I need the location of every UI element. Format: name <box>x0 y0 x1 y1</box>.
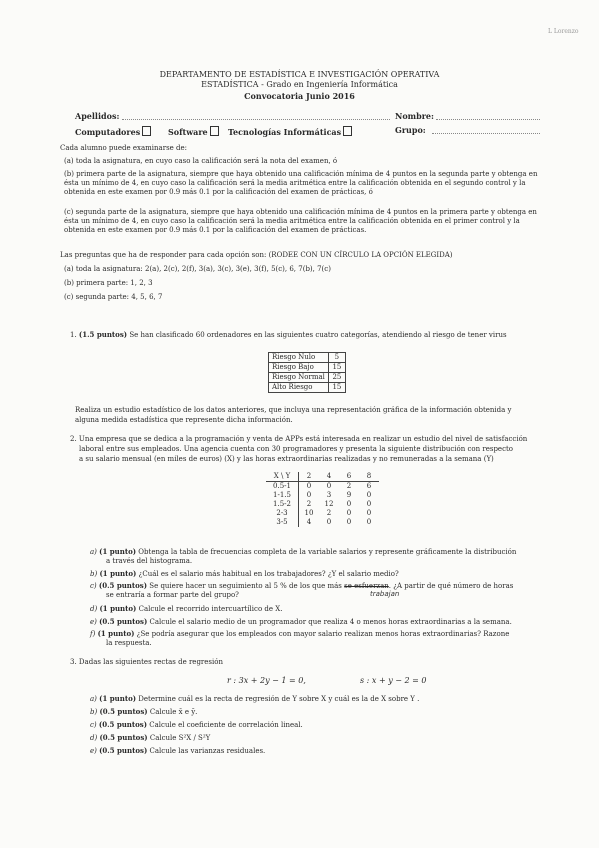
q3-number: 3. <box>70 658 77 666</box>
q2-a-label: a) <box>90 548 97 556</box>
q2-b-text: ¿Cuál es el salario más habitual en los trabajadores? ¿Y el salario medio? <box>138 570 399 578</box>
table-cell: 9 <box>346 491 352 499</box>
q2-item-b <box>90 569 399 579</box>
choice-b: (b) primera parte: 1, 2, 3 <box>64 279 153 287</box>
table-row <box>266 482 379 492</box>
q3-c-points: (0.5 puntos) <box>98 720 148 729</box>
q2-a-text: Obtenga la tabla de frecuencias completa de la variable salarios y represente gráficamente la distribución <box>138 548 517 556</box>
table-cell: 12 <box>324 500 334 508</box>
intro-option-c: (c) segunda parte de la asignatura, siempre que haya obtenido una calificación mínima de 4 puntos en la primera parte y obtenga en ésta un mínimo de 4, en cuyo caso la calificación será la media aritmética entre la calificación obtenida en el primer control y la obtenida en este examen por 0.9 más 0.1 por la calificación del examen de prácticas. <box>64 208 537 234</box>
table-cell: 0 <box>326 518 332 526</box>
table-cell: 2 <box>326 509 332 517</box>
table-row <box>269 363 346 373</box>
risk-label: Alto Riesgo <box>269 383 329 393</box>
table-row <box>269 373 346 383</box>
table-cell: 0 <box>366 509 372 517</box>
risk-count: 5 <box>328 353 345 363</box>
course-title: ESTADÍSTICA - Grado en Ingeniería Informática <box>201 80 398 89</box>
intro-option-a: (a) toda la asignatura, en cuyo caso la calificación será la nota del examen, ó <box>64 157 338 165</box>
choice-a: (a) toda la asignatura: 2(a), 2(c), 2(f), 3(a), 3(c), 3(e), 3(f), 5(c), 6, 7(b), 7(c) <box>64 265 331 273</box>
risk-count: 25 <box>328 373 345 383</box>
table-cell: 0 <box>346 500 352 508</box>
q2-item-e <box>90 617 512 627</box>
nombre-field[interactable] <box>436 119 540 120</box>
table-cell: 3-5 <box>266 518 299 527</box>
q2-f-label: f) <box>90 630 96 638</box>
q3-item-d <box>90 733 210 743</box>
department-title: DEPARTAMENTO DE ESTADÍSTICA E INVESTIGACIÓN OPERATIVA <box>159 70 440 79</box>
q2-c-text-b: . ¿A partir de qué número de horas <box>388 582 514 590</box>
q2-number: 2. <box>70 435 77 443</box>
q2-e-label: e) <box>90 618 97 626</box>
table-cell: 2 <box>306 500 312 508</box>
table-cell: 1.5-2 <box>266 500 299 509</box>
q3-c-label: c) <box>90 721 97 729</box>
q2-b-points: (1 punto) <box>99 569 137 578</box>
intro-option-b: (b) primera parte de la asignatura, siempre que haya obtenido una calificación mínima de 4 puntos en la segunda parte y obtenga en ésta un mínimo de 4, en cuyo caso la calificación será la media aritmética entre la calificación obtenida en el segundo control y la obtenida en este examen por 0.9 más 0.1 por la calificación del examen de prácticas, ó <box>64 170 538 196</box>
table-header-cell: X \ Y <box>266 472 299 482</box>
q2-a-points: (1 punto) <box>99 547 137 556</box>
table-row <box>266 491 379 500</box>
table-row <box>266 500 379 509</box>
q2-e-text: Calcule el salario medio de un programador que realiza 4 o menos horas extraordinarias a la semana. <box>149 618 512 626</box>
computadores-label: Computadores <box>75 127 141 137</box>
q3-e-points: (0.5 puntos) <box>99 746 148 755</box>
questions-lead: Las preguntas que ha de responder para cada opción son: (RODEE CON UN CÍRCULO LA OPCIÓN ELEGIDA) <box>60 251 453 259</box>
q3-b-text: Calcule x̄ e ȳ. <box>149 708 198 716</box>
q2-f-text-2: la respuesta. <box>106 639 152 647</box>
table-header-cell: 2 <box>299 472 320 482</box>
q3-e-label: e) <box>90 747 97 755</box>
q1-number: 1. <box>70 331 77 339</box>
q3-d-text: Calcule S²X / S²Y <box>149 734 211 742</box>
q3-line <box>70 658 223 667</box>
apellidos-label: Apellidos: <box>75 111 120 121</box>
q2-text-1: Una empresa que se dedica a la programación y venta de APPs está interesada en realizar un estudio del nivel de satisfacción <box>78 435 528 443</box>
risk-count: 15 <box>328 363 345 373</box>
q1-points: (1.5 puntos) <box>78 330 128 339</box>
q3-item-e <box>90 746 265 756</box>
q2-c-text-a: Se quiere hacer un seguimiento al 5 % de los que más <box>149 582 342 590</box>
q2-d-points: (1 punto) <box>99 604 137 613</box>
q2-c-label: c) <box>90 582 97 590</box>
q1-after-1: Realiza un estudio estadístico de los datos anteriores, que incluya una representación gráfica de la información obtenida y <box>75 406 512 414</box>
q2-text-3: a su salario mensual (en miles de euros) (X) y las horas extraordinarias realizadas y no remuneradas a la semana (Y) <box>79 455 494 463</box>
table-cell: 0 <box>326 482 332 490</box>
table-cell: 0 <box>306 482 312 490</box>
q1-after-2: alguna medida estadística que represente dicha información. <box>75 416 293 424</box>
q3-b-points: (0.5 puntos) <box>99 707 148 716</box>
software-checkbox[interactable] <box>210 126 219 136</box>
q2-d-text: Calcule el recorrido intercuartílico de X. <box>138 605 283 613</box>
table-cell: 6 <box>366 482 372 490</box>
q3-a-label: a) <box>90 695 97 703</box>
q1-line <box>70 330 507 340</box>
table-row <box>266 509 379 518</box>
table-row <box>269 353 346 363</box>
table-header-cell: 4 <box>319 472 339 482</box>
q2-item-d <box>90 604 282 614</box>
corner-label: L Lorenzo <box>548 28 579 35</box>
session-title: Convocatoria Junio 2016 <box>244 91 355 101</box>
table-cell: 10 <box>304 509 314 517</box>
table-header-cell: 6 <box>339 472 359 482</box>
intro-lead: Cada alumno puede examinarse de: <box>60 144 188 152</box>
software-label: Software <box>168 127 208 137</box>
table-header-row <box>266 472 379 482</box>
handwritten-correction: trabajan <box>370 590 400 598</box>
apellidos-field[interactable] <box>122 119 390 120</box>
risk-label: Riesgo Bajo <box>269 363 329 373</box>
q2-d-label: d) <box>90 605 98 613</box>
table-row <box>266 518 379 527</box>
q3-d-points: (0.5 puntos) <box>99 733 148 742</box>
q3-a-points: (1 punto) <box>99 694 137 703</box>
q2-c-struck-text: se esfuerzan <box>344 582 389 590</box>
computadores-checkbox[interactable] <box>142 126 151 136</box>
q1-text: Se han clasificado 60 ordenadores en las siguientes cuatro categorías, atendiendo al riesgo de tener virus <box>129 331 507 339</box>
computadores-option <box>75 126 151 137</box>
q2-f-text: ¿Se podría asegurar que los empleados con mayor salario realizan menos horas extraordinarias? Razone <box>136 630 510 638</box>
q3-b-label: b) <box>90 708 98 716</box>
q3-a-text: Determine cuál es la recta de regresión de Y sobre X y cuál es la de X sobre Y . <box>138 695 420 703</box>
tecnologias-label: Tecnologías Informáticas <box>228 127 342 137</box>
table-cell: 0.5-1 <box>266 482 299 492</box>
q3-item-b <box>90 707 197 717</box>
table-cell: 0 <box>366 500 372 508</box>
q3-item-c <box>90 720 303 730</box>
q3-c-text: Calcule el coeficiente de correlación lineal. <box>149 721 303 729</box>
q2-f-points: (1 punto) <box>97 629 135 638</box>
table-cell: 1-1.5 <box>266 491 299 500</box>
table-row <box>269 383 346 393</box>
tecnologias-checkbox[interactable] <box>343 126 352 136</box>
table-cell: 0 <box>346 509 352 517</box>
q2-line-1 <box>70 435 527 444</box>
q2-text-2: laboral entre sus empleados. Una agencia cuenta con 30 programadores y presenta la siguiente distribución con respecto <box>79 445 514 453</box>
table-cell: 2-3 <box>266 509 299 518</box>
table-cell: 3 <box>326 491 332 499</box>
table-cell: 2 <box>346 482 352 490</box>
q2-b-label: b) <box>90 570 98 578</box>
q2-item-f <box>90 629 509 639</box>
q1-risk-table <box>268 352 346 393</box>
risk-label: Riesgo Normal <box>269 373 329 383</box>
q2-item-c <box>90 581 513 591</box>
q2-e-points: (0.5 puntos) <box>99 617 148 626</box>
table-cell: 4 <box>306 518 312 526</box>
software-option <box>168 126 219 137</box>
q2-distribution-table <box>266 472 379 527</box>
regression-line-r: r : 3x + 2y − 1 = 0, <box>227 676 306 685</box>
q2-c-text-2: se entraría a formar parte del grupo? <box>106 591 239 599</box>
q3-d-label: d) <box>90 734 98 742</box>
q2-a-text-2: a través del histograma. <box>106 557 193 565</box>
q2-item-a <box>90 547 516 557</box>
table-cell: 0 <box>306 491 312 499</box>
q2-c-points: (0.5 puntos) <box>98 581 148 590</box>
risk-label: Riesgo Nulo <box>269 353 329 363</box>
table-cell: 0 <box>366 491 372 499</box>
tecnologias-option <box>228 126 352 137</box>
nombre-label: Nombre: <box>395 111 434 121</box>
q3-item-a <box>90 694 419 704</box>
risk-count: 15 <box>328 383 345 393</box>
choice-c: (c) segunda parte: 4, 5, 6, 7 <box>64 293 163 301</box>
table-cell: 0 <box>346 518 352 526</box>
q3-lead: Dadas las siguientes rectas de regresión <box>78 658 223 666</box>
grupo-label: Grupo: <box>395 125 426 135</box>
q3-e-text: Calcule las varianzas residuales. <box>149 747 266 755</box>
table-header-cell: 8 <box>359 472 379 482</box>
regression-line-s: s : x + y − 2 = 0 <box>360 676 427 685</box>
table-cell: 0 <box>366 518 372 526</box>
grupo-field[interactable] <box>432 133 540 134</box>
